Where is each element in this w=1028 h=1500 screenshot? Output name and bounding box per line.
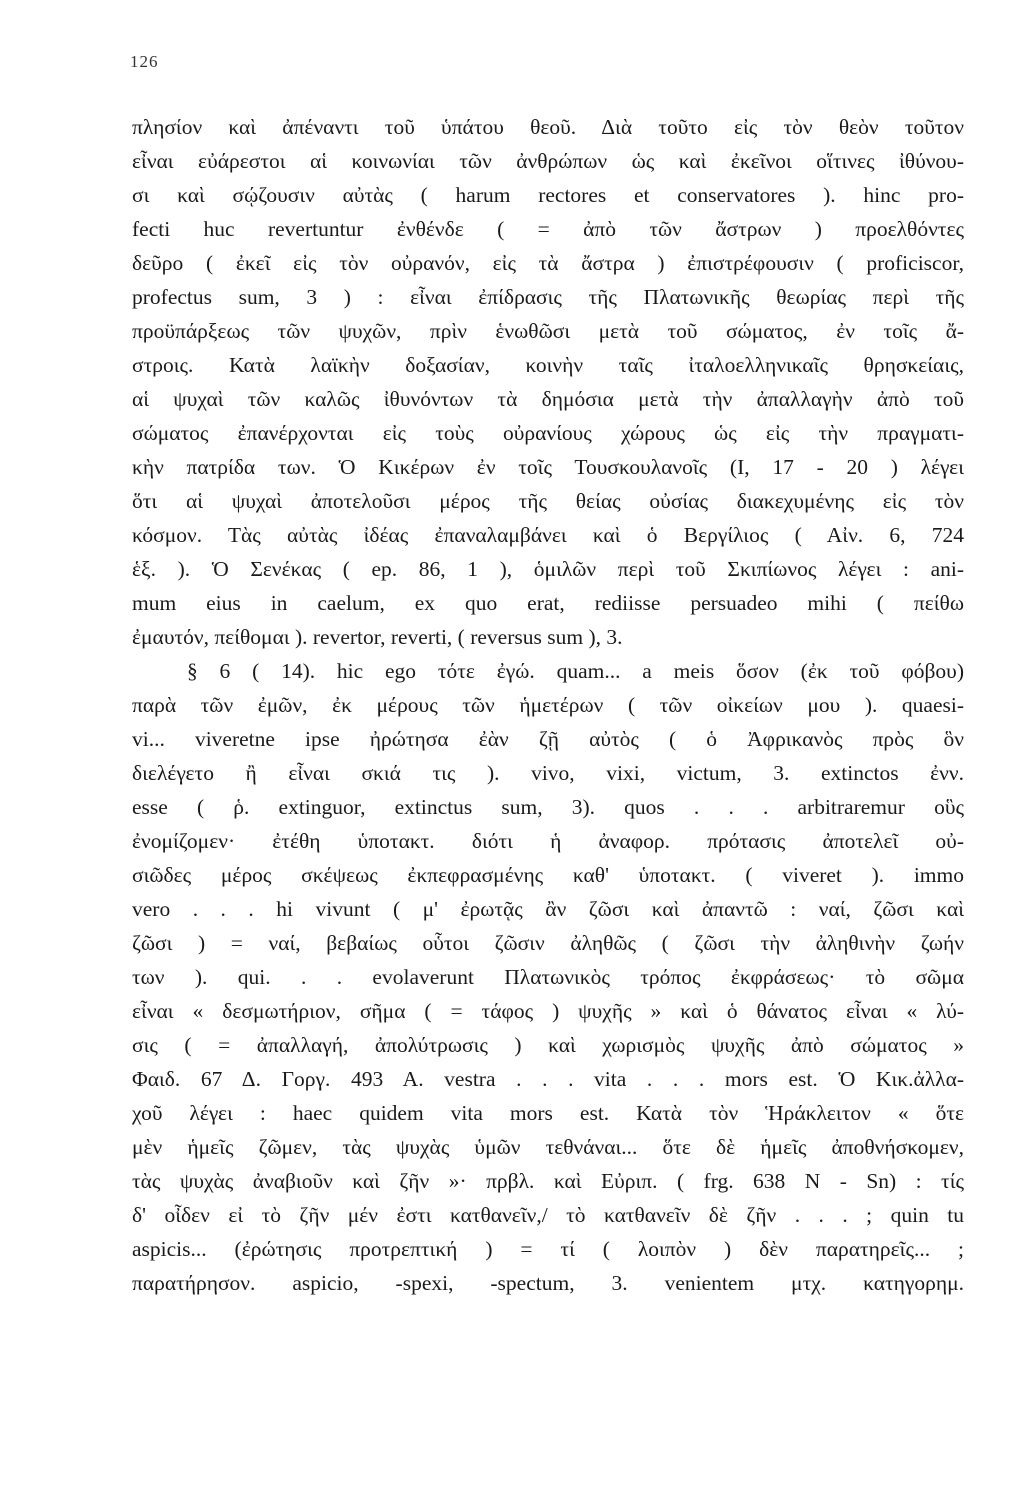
text-line: μὲν ἡμεῖς ζῶμεν, τὰς ψυχὰς ὑμῶν τεθνάναι... ὅτε δὲ ἡμεῖς ἀποθνήσκομεν, [132,1135,964,1159]
text-line: ἐμαυτόν, πείθομαι ). revertor, reverti, ( reversus sum ), 3. [132,625,623,649]
text-line: δεῦρο ( ἐκεῖ εἰς τὸν οὐρανόν, εἰς τὰ ἄστρα ) ἐπιστρέφουσιν ( proficiscor, [132,251,964,275]
text-line: των ). qui. . . evolaverunt Πλατωνικὸς τρόπος ἐκφράσεως· τὸ σῶμα [132,965,964,989]
text-line: εἶναι εὐάρεστοι αἱ κοινωνίαι τῶν ἀνθρώπων ὡς καὶ ἐκεῖνοι οἵτινες ἰθύνου- [132,149,964,173]
text-line: ἐνομίζομεν· ἐτέθη ὑποτακτ. διότι ἡ ἀναφορ. πρότασις ἀποτελεῖ οὐ- [132,829,964,853]
text-line: δ' οἶδεν εἰ τὸ ζῆν μέν ἐστι κατθανεῖν,/ τὸ κατθανεῖν δὲ ζῆν . . . ; quin tu [132,1203,964,1227]
text-line: σι καὶ σῴζουσιν αὐτὰς ( harum rectores et conservatores ). hinc pro- [132,183,964,207]
text-line: διελέγετο ἢ εἶναι σκιά τις ). vivo, vixi, victum, 3. extinctos ἐνν. [132,761,964,785]
text-line: vi... viveretne ipse ἠρώτησα ἐὰν ζῇ αὐτὸς ( ὁ Ἀφρικανὸς πρὸς ὃν [132,727,964,751]
text-line: fecti huc revertuntur ἐνθένδε ( = ἀπὸ τῶν ἄστρων ) προελθόντες [132,217,964,241]
text-line: ὅτι αἱ ψυχαὶ ἀποτελοῦσι μέρος τῆς θείας οὐσίας διακεχυμένης εἰς τὸν [132,489,964,513]
page-number: 126 [130,52,159,71]
text-line: κὴν πατρίδα των. Ὁ Κικέρων ἐν τοῖς Τουσκουλανοῖς (I, 17 - 20 ) λέγει [132,455,964,479]
text-line: ζῶσι ) = ναί, βεβαίως οὗτοι ζῶσιν ἀληθῶς ( ζῶσι τὴν ἀληθινὴν ζωήν [132,931,964,955]
text-line: mum eius in caelum, ex quo erat, rediisse persuadeo mihi ( πείθω [132,591,964,615]
text-line: σις ( = ἀπαλλαγή, ἀπολύτρωσις ) καὶ χωρισμὸς ψυχῆς ἀπὸ σώματος » [132,1033,964,1057]
body-text [132,110,964,1300]
text-line: χοῦ λέγει : haec quidem vita mors est. Κατὰ τὸν Ἡράκλειτον « ὅτε [132,1101,964,1125]
text-line: κόσμον. Τὰς αὐτὰς ἰδέας ἐπαναλαμβάνει καὶ ὁ Βεργίλιος ( Αἰν. 6, 724 [132,523,964,547]
text-line: σώματος ἐπανέρχονται εἰς τοὺς οὐρανίους χώρους ὡς εἰς τὴν πραγματι- [132,421,964,445]
text-line: vero . . . hi vivunt ( μ' ἐρωτᾷς ἂν ζῶσι καὶ ἀπαντῶ : ναί, ζῶσι καὶ [132,897,964,921]
text-line: esse ( ῥ. extinguor, extinctus sum, 3). quos . . . arbitraremur οὓς [132,795,964,819]
section-heading-line: § 6 ( 14). hic ego τότε ἐγώ. quam... a meis ὅσον (ἐκ τοῦ φόβου) [187,659,964,683]
text-line: ἑξ. ). Ὁ Σενέκας ( ep. 86, 1 ), ὁμιλῶν περὶ τοῦ Σκιπίωνος λέγει : ani- [132,557,964,581]
text-line: σιῶδες μέρος σκέψεως ἐκπεφρασμένης καθ' ὑποτακτ. ( viveret ). immo [132,863,964,887]
text-line: aspicis... (ἐρώτησις προτρεπτική ) = τί ( λοιπὸν ) δὲν παρατηρεῖς... ; [132,1237,964,1261]
text-line: παρὰ τῶν ἐμῶν, ἐκ μέρους τῶν ἡμετέρων ( τῶν οἰκείων μου ). quaesi- [132,693,964,717]
text-line: εἶναι « δεσμωτήριον, σῆμα ( = τάφος ) ψυχῆς » καὶ ὁ θάνατος εἶναι « λύ- [132,999,964,1023]
text-line: παρατήρησον. aspicio, -spexi, -spectum, 3. venientem μτχ. κατηγορημ. [132,1271,964,1295]
text-line: profectus sum, 3 ) : εἶναι ἐπίδρασις τῆς Πλατωνικῆς θεωρίας περὶ τῆς [132,285,964,309]
text-line: Φαιδ. 67 Δ. Γοργ. 493 Α. vestra . . . vita . . . mors est. Ὁ Κικ.ἀλλα- [132,1067,964,1091]
text-line: τὰς ψυχὰς ἀναβιοῦν καὶ ζῆν »· πρβλ. καὶ Εὐριπ. ( frg. 638 N - Sn) : τίς [132,1169,964,1193]
text-line: στροις. Κατὰ λαϊκὴν δοξασίαν, κοινὴν ταῖς ἰταλοελληνικαῖς θρησκείαις, [132,353,964,377]
text-line: πλησίον καὶ ἀπέναντι τοῦ ὑπάτου θεοῦ. Διὰ τοῦτο εἰς τὸν θεὸν τοῦτον [132,115,964,139]
text-line: αἱ ψυχαὶ τῶν καλῶς ἰθυνόντων τὰ δημόσια μετὰ τὴν ἀπαλλαγὴν ἀπὸ τοῦ [132,387,964,411]
text-line: προϋπάρξεως τῶν ψυχῶν, πρὶν ἑνωθῶσι μετὰ τοῦ σώματος, ἐν τοῖς ἄ- [132,319,964,343]
